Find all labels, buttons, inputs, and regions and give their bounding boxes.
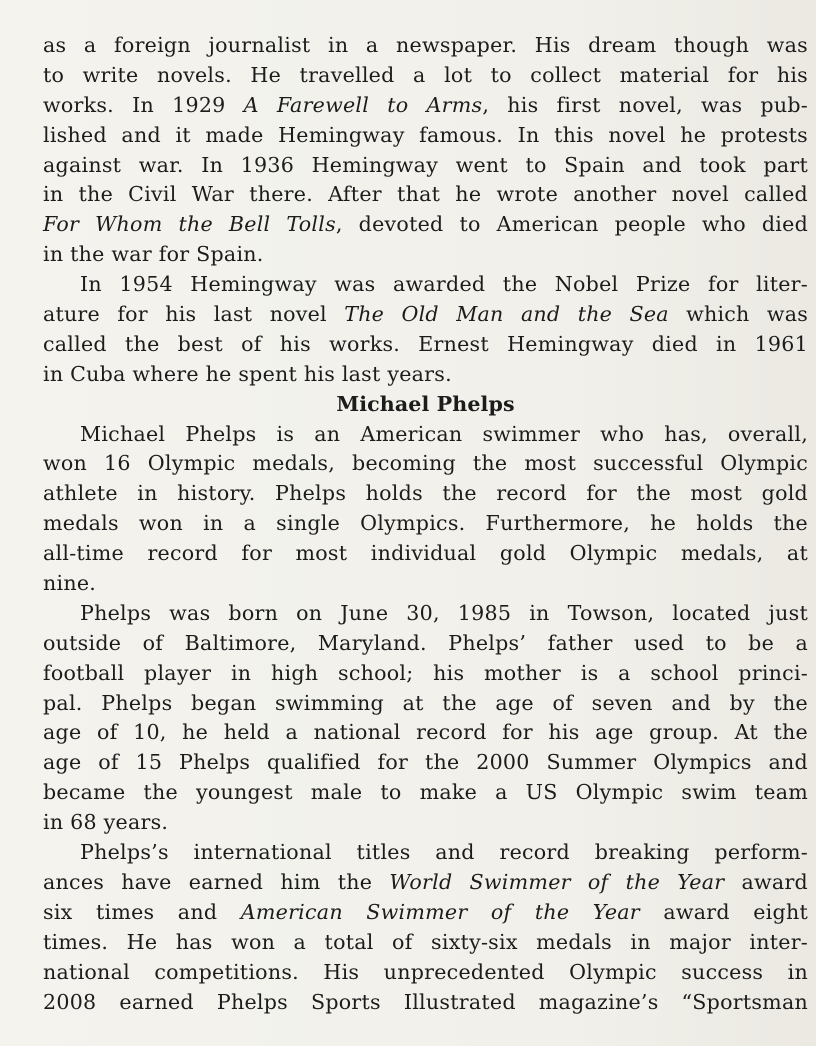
text-line (43, 31, 808, 61)
text-line (43, 151, 808, 181)
text-line (43, 689, 808, 719)
text-segment: in the war for Spain. (43, 242, 264, 267)
text-line (43, 420, 808, 450)
text-segment: national competitions. His unprecedented Olympic success in (43, 959, 808, 984)
italic-title: American Swimmer of the Year (240, 899, 640, 924)
text-segment: works. In 1929 (43, 92, 244, 117)
text-line (43, 898, 808, 928)
italic-title: For Whom the Bell Tolls (43, 212, 336, 237)
text-line (43, 509, 808, 539)
text-line (43, 61, 808, 91)
text-segment: in Cuba where he spent his last years. (43, 361, 452, 386)
text-line (43, 868, 808, 898)
text-segment: football player in high school; his mother is a school princi- (43, 660, 808, 685)
text-line (43, 180, 808, 210)
italic-title: The Old Man and the Sea (344, 302, 669, 327)
text-line (43, 121, 808, 151)
text-segment: in the Civil War there. After that he wrote another novel called (43, 182, 808, 207)
text-line (43, 659, 808, 689)
text-segment: lished and it made Hemingway famous. In this novel he protests (43, 122, 808, 147)
text-segment: Phelps was born on June 30, 1985 in Towson, located just (80, 600, 808, 625)
text-line (43, 629, 808, 659)
text-line (43, 539, 808, 569)
text-line (43, 240, 808, 270)
text-line (43, 569, 808, 599)
text-line (43, 958, 808, 988)
text-segment: , devoted to American people who died (335, 212, 808, 237)
text-line (43, 808, 808, 838)
text-line (43, 449, 808, 479)
text-segment: called the best of his works. Ernest Hemingway died in 1961 (43, 331, 808, 356)
text-line (43, 838, 808, 868)
text-segment: as a foreign journalist in a newspaper. His dream though was (43, 33, 808, 57)
text-segment: became the youngest male to make a US Olympic swim team (43, 780, 808, 805)
text-line (43, 778, 808, 808)
section-heading (43, 390, 808, 420)
text-segment: Michael Phelps is an American swimmer who has, overall, (80, 421, 808, 446)
text-segment: to write novels. He travelled a lot to collect material for his (43, 62, 808, 87)
text-segment: won 16 Olympic medals, becoming the most successful Olympic (43, 451, 808, 476)
text-segment: Michael Phelps (336, 391, 515, 416)
text-segment: pal. Phelps began swimming at the age of seven and by the (43, 690, 808, 715)
text-line (43, 300, 808, 330)
italic-title: World Swimmer of the Year (389, 869, 725, 894)
text-line (43, 599, 808, 629)
text-segment: times. He has won a total of sixty-six medals in major inter- (43, 929, 808, 954)
text-segment: outside of Baltimore, Maryland. Phelps’ father used to be a (43, 630, 808, 655)
text-segment: against war. In 1936 Hemingway went to Spain and took part (43, 152, 808, 177)
text-line (43, 330, 808, 360)
text-line (43, 928, 808, 958)
text-segment: award (724, 869, 808, 894)
text-segment: which was (668, 302, 808, 327)
text-segment: medals won in a single Olympics. Furthermore, he holds the (43, 511, 808, 536)
text-line (43, 360, 808, 390)
text-segment: ances have earned him the (43, 869, 390, 894)
text-segment: In 1954 Hemingway was awarded the Nobel Prize for liter- (80, 272, 808, 297)
page-text (43, 31, 808, 1017)
text-segment: ature for his last novel (43, 302, 345, 327)
text-segment: age of 15 Phelps qualified for the 2000 Summer Olympics and (43, 750, 808, 775)
text-line (43, 91, 808, 121)
text-segment: nine. (43, 571, 97, 596)
text-segment: athlete in history. Phelps holds the record for the most gold (43, 481, 808, 506)
text-line (43, 718, 808, 748)
text-line (43, 988, 808, 1018)
text-line (43, 748, 808, 778)
italic-title: A Farewell to Arms (243, 92, 483, 117)
text-segment: award eight (639, 899, 808, 924)
text-line (43, 210, 808, 240)
text-segment: , his first novel, was pub- (482, 92, 808, 117)
text-segment: 2008 earned Phelps Sports Illustrated magazine’s “Sportsman (43, 989, 808, 1014)
text-line (43, 270, 808, 300)
text-segment: in 68 years. (43, 810, 169, 835)
text-segment: six times and (43, 899, 241, 924)
text-segment: all-time record for most individual gold Olympic medals, at (43, 541, 808, 566)
text-line (43, 479, 808, 509)
text-segment: Phelps’s international titles and record breaking perform- (80, 840, 808, 865)
text-segment: age of 10, he held a national record for his age group. At the (43, 720, 808, 745)
